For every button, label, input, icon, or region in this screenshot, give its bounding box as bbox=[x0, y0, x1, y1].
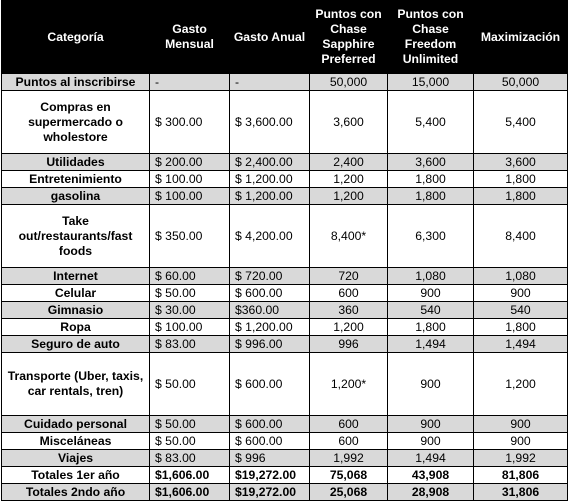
monthly-spend-cell: $1,606.00 bbox=[150, 484, 230, 501]
maximization-cell: 900 bbox=[474, 416, 568, 433]
maximization-cell: 900 bbox=[474, 433, 568, 450]
sapphire-points-cell: 1,992 bbox=[310, 450, 388, 467]
table-row bbox=[2, 433, 568, 450]
sapphire-points-cell: 1,200* bbox=[310, 353, 388, 416]
table-row bbox=[2, 353, 568, 416]
annual-spend-cell: $360.00 bbox=[230, 302, 310, 319]
category-cell: Cuidado personal bbox=[2, 416, 150, 433]
maximization-cell: 1,992 bbox=[474, 450, 568, 467]
annual-spend-cell: $ 600.00 bbox=[230, 433, 310, 450]
maximization-cell: 31,806 bbox=[474, 484, 568, 501]
table-row bbox=[2, 302, 568, 319]
category-cell: Transporte (Uber, taxis, car rentals, tren) bbox=[2, 353, 150, 416]
monthly-spend-cell: $ 83.00 bbox=[150, 336, 230, 353]
annual-spend-cell: $ 600.00 bbox=[230, 285, 310, 302]
category-cell: Compras en supermercado o wholestore bbox=[2, 91, 150, 154]
sapphire-points-cell: 8,400* bbox=[310, 205, 388, 268]
annual-spend-cell: - bbox=[230, 74, 310, 91]
sapphire-points-cell: 1,200 bbox=[310, 171, 388, 188]
maximization-cell: 1,800 bbox=[474, 171, 568, 188]
freedom-points-cell: 1,800 bbox=[388, 188, 474, 205]
sapphire-points-cell: 25,068 bbox=[310, 484, 388, 501]
header-annual-spend: Gasto Anual bbox=[230, 1, 310, 74]
table-row bbox=[2, 450, 568, 467]
freedom-points-cell: 1,800 bbox=[388, 319, 474, 336]
freedom-points-cell: 5,400 bbox=[388, 91, 474, 154]
maximization-cell: 3,600 bbox=[474, 154, 568, 171]
monthly-spend-cell: $ 50.00 bbox=[150, 285, 230, 302]
table-row bbox=[2, 188, 568, 205]
category-cell: Gimnasio bbox=[2, 302, 150, 319]
monthly-spend-cell: - bbox=[150, 74, 230, 91]
category-cell: Totales 1er año bbox=[2, 467, 150, 484]
annual-spend-cell: $ 996.00 bbox=[230, 336, 310, 353]
freedom-points-cell: 6,300 bbox=[388, 205, 474, 268]
sapphire-points-cell: 2,400 bbox=[310, 154, 388, 171]
category-cell: Take out/restaurants/fast foods bbox=[2, 205, 150, 268]
annual-spend-cell: $ 600.00 bbox=[230, 353, 310, 416]
header-category: Categoría bbox=[2, 1, 150, 74]
freedom-points-cell: 15,000 bbox=[388, 74, 474, 91]
maximization-cell: 5,400 bbox=[474, 91, 568, 154]
sapphire-points-cell: 996 bbox=[310, 336, 388, 353]
category-cell: Viajes bbox=[2, 450, 150, 467]
monthly-spend-cell: $ 350.00 bbox=[150, 205, 230, 268]
totals-row bbox=[2, 467, 568, 484]
freedom-points-cell: 900 bbox=[388, 353, 474, 416]
header-monthly-spend: Gasto Mensual bbox=[150, 1, 230, 74]
table-row bbox=[2, 205, 568, 268]
maximization-cell: 1,494 bbox=[474, 336, 568, 353]
freedom-points-cell: 3,600 bbox=[388, 154, 474, 171]
category-cell: Internet bbox=[2, 268, 150, 285]
maximization-cell: 900 bbox=[474, 285, 568, 302]
category-cell: Utilidades bbox=[2, 154, 150, 171]
table-row bbox=[2, 319, 568, 336]
sapphire-points-cell: 1,200 bbox=[310, 188, 388, 205]
table-row bbox=[2, 268, 568, 285]
freedom-points-cell: 43,908 bbox=[388, 467, 474, 484]
monthly-spend-cell: $ 30.00 bbox=[150, 302, 230, 319]
sapphire-points-cell: 75,068 bbox=[310, 467, 388, 484]
category-cell: Ropa bbox=[2, 319, 150, 336]
monthly-spend-cell: $ 50.00 bbox=[150, 416, 230, 433]
maximization-cell: 1,080 bbox=[474, 268, 568, 285]
annual-spend-cell: $19,272.00 bbox=[230, 484, 310, 501]
sapphire-points-cell: 3,600 bbox=[310, 91, 388, 154]
freedom-points-cell: 28,908 bbox=[388, 484, 474, 501]
sapphire-points-cell: 600 bbox=[310, 433, 388, 450]
annual-spend-cell: $ 4,200.00 bbox=[230, 205, 310, 268]
monthly-spend-cell: $ 60.00 bbox=[150, 268, 230, 285]
header-sapphire-points: Puntos con Chase Sapphire Preferred bbox=[310, 1, 388, 74]
sapphire-points-cell: 50,000 bbox=[310, 74, 388, 91]
sapphire-points-cell: 360 bbox=[310, 302, 388, 319]
freedom-points-cell: 1,494 bbox=[388, 450, 474, 467]
maximization-cell: 1,800 bbox=[474, 319, 568, 336]
freedom-points-cell: 900 bbox=[388, 416, 474, 433]
annual-spend-cell: $ 720.00 bbox=[230, 268, 310, 285]
annual-spend-cell: $19,272.00 bbox=[230, 467, 310, 484]
points-table-container bbox=[1, 0, 567, 501]
sapphire-points-cell: 600 bbox=[310, 416, 388, 433]
table-body bbox=[2, 74, 568, 501]
table-row bbox=[2, 336, 568, 353]
freedom-points-cell: 1,080 bbox=[388, 268, 474, 285]
header-freedom-points: Puntos con Chase Freedom Unlimited bbox=[388, 1, 474, 74]
freedom-points-cell: 1,494 bbox=[388, 336, 474, 353]
table-row bbox=[2, 91, 568, 154]
category-cell: gasolina bbox=[2, 188, 150, 205]
annual-spend-cell: $ 2,400.00 bbox=[230, 154, 310, 171]
maximization-cell: 50,000 bbox=[474, 74, 568, 91]
annual-spend-cell: $ 1,200.00 bbox=[230, 188, 310, 205]
header-maximization: Maximización bbox=[474, 1, 568, 74]
annual-spend-cell: $ 1,200.00 bbox=[230, 319, 310, 336]
annual-spend-cell: $ 600.00 bbox=[230, 416, 310, 433]
monthly-spend-cell: $ 300.00 bbox=[150, 91, 230, 154]
annual-spend-cell: $ 1,200.00 bbox=[230, 171, 310, 188]
freedom-points-cell: 540 bbox=[388, 302, 474, 319]
annual-spend-cell: $ 996 bbox=[230, 450, 310, 467]
table-row bbox=[2, 171, 568, 188]
freedom-points-cell: 1,800 bbox=[388, 171, 474, 188]
monthly-spend-cell: $1,606.00 bbox=[150, 467, 230, 484]
maximization-cell: 540 bbox=[474, 302, 568, 319]
maximization-cell: 1,800 bbox=[474, 188, 568, 205]
freedom-points-cell: 900 bbox=[388, 285, 474, 302]
category-cell: Celular bbox=[2, 285, 150, 302]
category-cell: Entretenimiento bbox=[2, 171, 150, 188]
monthly-spend-cell: $ 200.00 bbox=[150, 154, 230, 171]
monthly-spend-cell: $ 100.00 bbox=[150, 319, 230, 336]
maximization-cell: 8,400 bbox=[474, 205, 568, 268]
freedom-points-cell: 900 bbox=[388, 433, 474, 450]
monthly-spend-cell: $ 83.00 bbox=[150, 450, 230, 467]
sapphire-points-cell: 720 bbox=[310, 268, 388, 285]
category-cell: Puntos al inscribirse bbox=[2, 74, 150, 91]
monthly-spend-cell: $ 100.00 bbox=[150, 188, 230, 205]
sapphire-points-cell: 600 bbox=[310, 285, 388, 302]
table-row bbox=[2, 285, 568, 302]
monthly-spend-cell: $ 50.00 bbox=[150, 353, 230, 416]
category-cell: Misceláneas bbox=[2, 433, 150, 450]
table-row bbox=[2, 416, 568, 433]
annual-spend-cell: $ 3,600.00 bbox=[230, 91, 310, 154]
maximization-cell: 1,200 bbox=[474, 353, 568, 416]
header-row bbox=[2, 1, 568, 74]
category-cell: Seguro de auto bbox=[2, 336, 150, 353]
points-comparison-table bbox=[1, 0, 568, 501]
totals-row bbox=[2, 484, 568, 501]
monthly-spend-cell: $ 50.00 bbox=[150, 433, 230, 450]
table-row bbox=[2, 154, 568, 171]
monthly-spend-cell: $ 100.00 bbox=[150, 171, 230, 188]
table-row bbox=[2, 74, 568, 91]
sapphire-points-cell: 1,200 bbox=[310, 319, 388, 336]
category-cell: Totales 2ndo año bbox=[2, 484, 150, 501]
maximization-cell: 81,806 bbox=[474, 467, 568, 484]
